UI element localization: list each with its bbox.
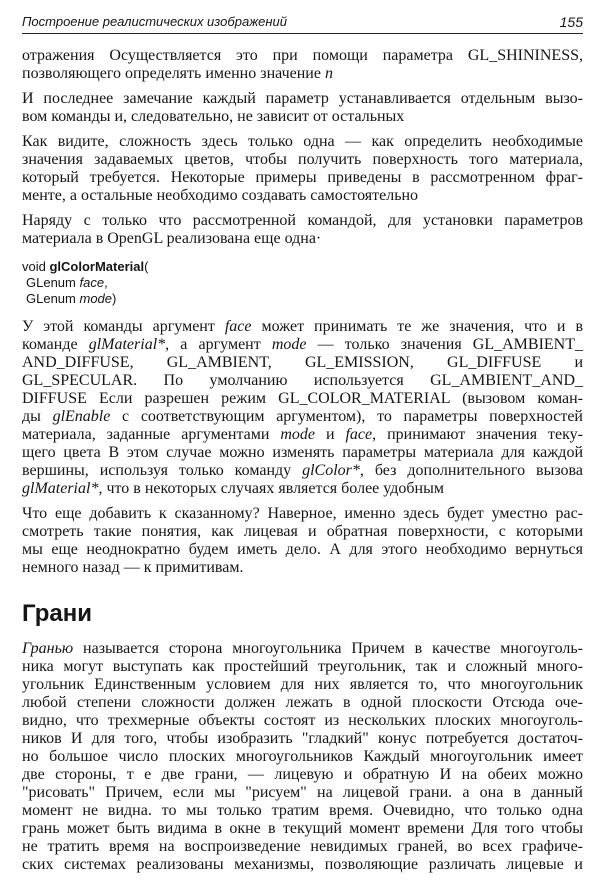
text-line [22, 748, 583, 766]
text-line [22, 230, 583, 248]
text-run: — только значения GL_AMBIENT_ [306, 336, 584, 353]
text-line [22, 65, 583, 83]
code-keyword: void [22, 259, 50, 274]
text-run: который требуется. Некоторые примеры приведены в рассмотренном фраг- [22, 169, 583, 186]
text-line [22, 856, 583, 874]
text-run: значения задаваемых цветов, чтобы получить поверхность того материала, [22, 151, 583, 168]
text-run: ников И для того, чтобы изобразить "гладкий" конус потребуется достаточ- [22, 730, 583, 747]
italic-term: glEnable [52, 408, 111, 425]
text-run: и [315, 426, 346, 443]
text-run: Наряду с только что рассмотренной командой, для установки параметров [22, 212, 583, 229]
code-punct: , [104, 275, 108, 290]
code-arg: face [79, 275, 105, 290]
text-line [22, 372, 583, 390]
text-run: но большое число плоских многоугольников Каждый многоугольник имеет [22, 748, 583, 765]
text-line [22, 640, 583, 658]
paragraph [22, 318, 583, 498]
running-header [22, 12, 583, 34]
text-run: , принимают значения теку- [372, 426, 584, 443]
text-run: "рисовать" Причем, если мы "рисуем" на лицевой грани. а она в данный [22, 784, 583, 801]
function-name: glColorMaterial [49, 259, 145, 274]
text-run: , что в некоторых случаях является более удобным [98, 480, 444, 497]
text-line [22, 730, 583, 748]
running-header-title: Построение реалистических изображений [22, 14, 287, 29]
text-line [22, 505, 583, 523]
text-run: И последнее замечание каждый параметр устанавливается отдельным вызо- [22, 90, 583, 107]
text-line [22, 766, 583, 784]
code-type: GLenum [26, 275, 80, 290]
text-run: вершины, используя только команду [22, 462, 303, 479]
paragraph [22, 90, 583, 126]
text-run: называется сторона многоугольника Причем в качестве многоуголь- [73, 640, 583, 657]
text-run: позволяющего определять именно значение [22, 65, 325, 82]
text-run: , без дополнительного вызова [359, 462, 583, 479]
section-heading: Грани [22, 600, 92, 627]
paragraph [22, 212, 583, 248]
text-line [22, 318, 583, 336]
text-line [22, 820, 583, 838]
text-run: материала, заданные аргументами [22, 426, 281, 443]
text-run: У этой команды аргумент [22, 318, 225, 335]
text-line [22, 354, 583, 372]
text-line [22, 784, 583, 802]
text-line [22, 336, 583, 354]
text-line [22, 559, 583, 577]
code-line [22, 291, 583, 307]
code-punct: ( [144, 259, 149, 274]
code-line [22, 275, 583, 291]
italic-term: glMaterial* [22, 480, 99, 497]
code-line [22, 259, 583, 275]
page-number: 155 [559, 14, 583, 30]
text-line [22, 187, 583, 205]
text-line [22, 676, 583, 694]
text-line [22, 390, 583, 408]
italic-term: glMaterial* [88, 336, 166, 353]
text-run: две стороны, т е две грани, — лицевую и обратную И на обеих можно [22, 766, 583, 783]
text-run: менте, а остальные необходимо создавать самостоятельно [22, 187, 419, 204]
italic-term: Гранью [22, 640, 74, 657]
text-line [22, 712, 583, 730]
text-run: смотреть такие понятия, как лицевая и обратная поверхности, с которыми [22, 523, 583, 540]
text-line [22, 658, 583, 676]
paragraphs-after-code [22, 318, 583, 577]
italic-term: face [224, 318, 252, 335]
text-run: момент не видна. то мы только тратим время. Очевидно, что только одна [22, 802, 583, 819]
italic-term: mode [280, 426, 316, 443]
text-run: материала в OpenGL реализована еще одна· [22, 230, 322, 247]
paragraph [22, 505, 583, 577]
text-run: не тратить время на воспроизведение невидимых граней, во всех графиче- [22, 838, 583, 855]
text-line [22, 838, 583, 856]
text-run: отражения Осуществляется это при помощи параметра GL_SHININESS, [22, 47, 583, 64]
text-run: с соответствующим аргументом), то параметры поверхностей [110, 408, 583, 425]
code-type: GLenum [26, 291, 80, 306]
text-run: вом команды и, следовательно, не зависит от остальных [22, 108, 405, 125]
text-line [22, 212, 583, 230]
text-run: AND_DIFFUSE, GL_AMBIENT, GL_EMISSION, GL_DIFFUSE и [22, 354, 583, 371]
section-paragraphs [22, 640, 583, 874]
page-body [22, 47, 583, 881]
text-run: любой степени сложности должен лежать в одной плоскости Отсюда оче- [22, 694, 583, 711]
text-line [22, 480, 583, 498]
text-run: угольник Единственным условием для них является то, что многоугольник [22, 676, 583, 693]
text-run: DIFFUSE Если разрешен режим GL_COLOR_MATERIAL (вызовом коман- [22, 390, 583, 407]
italic-term: n [324, 65, 333, 82]
text-run: ских системах реализованы механизмы, позволяющие различать лицевые и [22, 856, 583, 873]
text-run: щего цвета В этом случае можно изменять параметры материала для каждой [22, 444, 583, 461]
text-line [22, 694, 583, 712]
paragraph [22, 640, 583, 874]
text-run: ды [22, 408, 53, 425]
text-run: мы еще неоднократно будем иметь дело. А для этого необходимо вернуться [22, 541, 583, 558]
text-line [22, 426, 583, 444]
text-run: ника могут выступать как простейший треугольник, так и сложный много- [22, 658, 583, 675]
text-line [22, 47, 583, 65]
text-line [22, 169, 583, 187]
text-run: Как видите, сложность здесь только одна — как определить необходимые [22, 133, 583, 150]
text-run: может принимать те же значения, что и в [251, 318, 583, 335]
code-arg: mode [79, 291, 113, 306]
text-line [22, 523, 583, 541]
text-line [22, 541, 583, 559]
text-line [22, 462, 583, 480]
paragraphs-before-code [22, 47, 583, 248]
code-punct: ) [112, 291, 117, 306]
text-line [22, 802, 583, 820]
text-run: немного назад — к примитивам. [22, 559, 244, 576]
paragraph [22, 133, 583, 205]
text-line [22, 133, 583, 151]
text-run: GL_SPECULAR. По умолчанию используется GL_AMBIENT_AND_ [22, 372, 583, 389]
italic-term: mode [271, 336, 307, 353]
function-signature [22, 259, 583, 307]
text-run: видно, что трехмерные объекты состоят из нескольких плоских многоуголь- [22, 712, 583, 729]
italic-term: glColor* [302, 462, 360, 479]
text-line [22, 90, 583, 108]
text-line [22, 151, 583, 169]
italic-term: face [345, 426, 373, 443]
text-line [22, 444, 583, 462]
text-run: Что еще добавить к сказанному? Наверное, именно здесь будет уместно рас- [22, 505, 583, 522]
text-run: команде [22, 336, 89, 353]
paragraph [22, 47, 583, 83]
text-line [22, 108, 583, 126]
text-line [22, 408, 583, 426]
text-run: , а аргумент [165, 336, 272, 353]
text-run: грань может быть видима в окне в текущий момент времени Для того чтобы [22, 820, 583, 837]
